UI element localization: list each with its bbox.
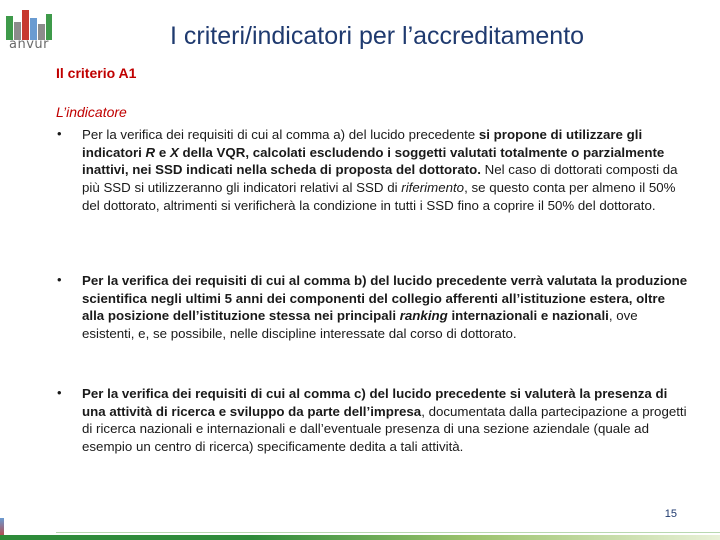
text-segment: Nel caso di dottorati composti da più SSD si utilizzeranno gli indicatori relativi al SSD di [82,162,678,196]
text-segment: R [145,144,156,160]
text-segment: si propone di utilizzare gli indicatori [82,127,643,160]
logo-bars-icon [4,6,54,40]
bullet-text-a [82,126,688,215]
text-segment: , documentata dalla partecipazione a progetti di ricerca nazionali e internazionali e dall’eventuale presenza di una sezione aziendale (quale ad esempio un centro di ricerca) specificamente dedita a tali attività. [82,403,687,455]
text-segment: Per la verifica dei requisiti di cui al comma c) del lucido precedente [82,386,510,401]
criterion-heading: Il criterio A1 [56,65,137,81]
footer-divider [56,532,720,533]
footer-bar [0,535,720,540]
text-segment: internazionali e nazionali [447,308,609,324]
text-segment: della VQR, calcolati escludendo i soggetti valutati totalmente o parzialmente inattivi, nei SSD indicati nella scheda di proposta del dottorato. [82,144,665,178]
text-segment: e [155,144,170,160]
text-segment: si valuterà la presenza di una attività di ricerca e sviluppo da parte dell’impresa [82,386,668,419]
indicator-subheading: L’indicatore [56,104,127,120]
bullet-marker: • [57,385,62,400]
text-segment: riferimento [401,180,465,196]
text-segment: , ove esistenti, e, se possibile, nelle discipline interessate dal corso di dottorato. [82,308,638,342]
page-number: 15 [664,508,677,520]
bullet-text-b [82,272,688,343]
text-segment: ranking [399,308,448,324]
logo-text: anvur [9,37,49,52]
text-segment: Per la verifica dei requisiti di cui al comma a) del lucido precedente [82,127,479,142]
bullet-marker: • [57,126,62,141]
text-segment: X [169,144,179,160]
text-segment: , se questo conta per almeno il 50% del dottorato, altrimenti si verificherà la condizione in tutti i SSD fino a coprire il 50% del dottorato. [82,180,676,213]
bullet-marker: • [57,272,62,287]
text-segment: Per la verifica dei requisiti di cui al comma b) del lucido precedente verrà valutata la produzione scientifica negli ultimi 5 anni dei componenti del collegio afferenti all’istituzione estera, oltre alla posizione dell’istituzione stessa nei principali [82,273,688,324]
bullet-text-c [82,385,688,456]
page-title: I criteri/indicatori per l’accreditamento [170,22,585,50]
